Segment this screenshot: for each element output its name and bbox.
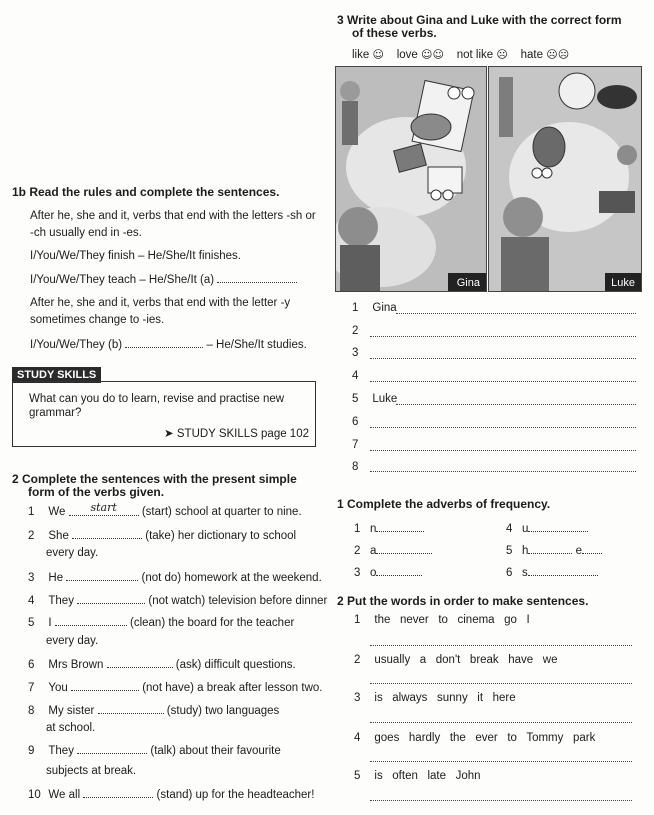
gina-scene-image (336, 67, 486, 291)
study-skills-tag: STUDY SKILLS (12, 367, 101, 383)
ex2-title-line2: form of the verbs given. (28, 485, 165, 499)
ex1b-title: 1b Read the rules and complete the sentences. (12, 185, 280, 199)
study-skills-question-1: What can you do to learn, revise and practise new (29, 393, 285, 405)
adverb-answer-5b[interactable] (582, 543, 602, 554)
handwritten-answer: start (90, 501, 117, 514)
ex2-item-6: 6 Mrs Brown (ask) difficult questions. (28, 659, 296, 671)
ex2-answer-3[interactable] (66, 570, 138, 581)
ex1b-example2: I/You/We/They teach – He/She/It (a) (30, 272, 297, 287)
ex3-line-5: 5 Luke (352, 393, 398, 405)
ex2-item-1: 1 We start (start) school at quarter to nine. (28, 501, 302, 518)
adverb-answer-6[interactable] (528, 565, 598, 576)
ex1b-rule2-b: sometimes change to -ies. (30, 314, 165, 326)
ex3-answer-line-4[interactable] (370, 381, 636, 382)
ex3-lines (352, 301, 637, 471)
ex1b-example3: I/You/We/They (b) – He/She/It studies. (30, 339, 307, 351)
order-title: 2 Put the words in order to make sentences. (337, 594, 589, 608)
ex2-answer-1[interactable] (69, 501, 139, 516)
verb-love: love ☺☺ (396, 48, 444, 61)
ex2-item-8: 8 My sister (study) two languages (28, 705, 280, 717)
order-answer-line-4[interactable] (370, 761, 632, 762)
verb-like: like ☺ (352, 48, 384, 61)
ex3-title-line2: of these verbs. (352, 26, 437, 40)
adverb-2: 2 a (354, 543, 432, 558)
verb-key (352, 48, 569, 62)
ex3-answer-line-5[interactable] (396, 404, 636, 405)
ex2-item-4: 4 They (not watch) television before dinner (28, 595, 328, 607)
ex2-answer-5[interactable] (55, 615, 127, 626)
order-answer-line-1[interactable] (370, 645, 632, 646)
adverb-4: 4 u (506, 521, 588, 536)
adverb-answer-4[interactable] (528, 521, 588, 532)
adverb-answer-2[interactable] (376, 543, 432, 554)
order-item-5: 5 is often late John (354, 770, 481, 782)
ex2-item-9-cont: subjects at break. (46, 765, 137, 777)
study-skills-box (12, 381, 316, 447)
ex3-line-8: 8 (352, 461, 359, 473)
ex1b-answer-a[interactable] (217, 272, 297, 283)
ex2-item-9: 9 They (talk) about their favourite (28, 745, 281, 757)
study-skills-page-link[interactable]: ➤ STUDY SKILLS page 102 (164, 428, 309, 440)
ex3-answer-line-1[interactable] (396, 313, 636, 314)
order-item-1: 1 the never to cinema go I (354, 614, 530, 626)
adverb-answer-5a[interactable] (528, 543, 572, 554)
luke-illustration (488, 66, 642, 292)
adverb-1: 1 n (354, 521, 424, 536)
ex3-answer-line-8[interactable] (370, 471, 636, 472)
adverb-3: 3 o (354, 565, 422, 580)
verb-hate: hate ☹☹ (520, 48, 570, 61)
ex1b-rule2-a: After he, she and it, verbs that end with the letter -y (30, 297, 291, 309)
ex1b-example1: I/You/We/They finish – He/She/It finishes. (30, 250, 241, 262)
ex2-item-10: 10 We all (stand) up for the headteacher! (28, 789, 315, 801)
ex3-title-line1: 3 Write about Gina and Luke with the correct form (337, 13, 622, 27)
order-item-2: 2 usually a don't break have we (354, 654, 558, 666)
ex3-line-1: 1 Gina (352, 302, 397, 314)
verb-not-like: not like ☹ (456, 48, 508, 61)
ex2-item-8-cont: at school. (46, 722, 96, 734)
order-item-4: 4 goes hardly the ever to Tommy park (354, 732, 596, 744)
ex2-item-7: 7 You (not have) a break after lesson two. (28, 682, 323, 694)
adverb-5: 5 h e (506, 543, 602, 558)
ex3-line-2: 2 (352, 325, 359, 337)
ex2-answer-6[interactable] (107, 657, 173, 668)
order-answer-line-2[interactable] (370, 683, 632, 684)
ex1b-answer-b[interactable] (125, 337, 203, 348)
adverb-6: 6 s (506, 565, 598, 580)
ex2-answer-7[interactable] (71, 680, 139, 691)
ex3-line-6: 6 (352, 416, 359, 428)
ex3-line-3: 3 (352, 347, 359, 359)
ex2-answer-2[interactable] (72, 528, 142, 539)
ex3-answer-line-7[interactable] (370, 450, 636, 451)
adverb-answer-3[interactable] (376, 565, 422, 576)
ex2-title-line1: 2 Complete the sentences with the present simple (12, 472, 297, 486)
gina-illustration (335, 66, 487, 292)
ex3-answer-line-2[interactable] (370, 336, 636, 337)
gina-label: Gina (456, 277, 480, 289)
ex1b-rule1-b: -ch usually end in -es. (30, 227, 142, 239)
ex2-item-2: 2 She (take) her dictionary to school (28, 530, 297, 542)
ex2-answer-9[interactable] (77, 743, 147, 754)
ex2-item-2-cont: every day. (46, 547, 99, 559)
double-smile-icon: ☺☺ (421, 48, 444, 61)
adverbs-title: 1 Complete the adverbs of frequency. (337, 497, 551, 511)
adverb-answer-1[interactable] (376, 521, 424, 532)
order-item-3: 3 is always sunny it here (354, 692, 516, 704)
ex3-line-7: 7 (352, 439, 359, 451)
order-answer-line-3[interactable] (370, 722, 632, 723)
ex2-item-3: 3 He (not do) homework at the weekend. (28, 572, 322, 584)
luke-label: Luke (611, 277, 635, 289)
ex2-answer-10[interactable] (83, 787, 153, 798)
ex1b-rule1-a: After he, she and it, verbs that end with the letters -sh or (30, 210, 316, 222)
ex3-line-4: 4 (352, 370, 359, 382)
ex3-answer-line-6[interactable] (370, 427, 636, 428)
double-frown-icon: ☹☹ (546, 48, 570, 61)
luke-scene-image (489, 67, 641, 291)
ex2-answer-4[interactable] (77, 593, 145, 604)
study-skills-question-2: grammar? (29, 407, 82, 419)
order-answer-line-5[interactable] (370, 800, 632, 801)
ex3-answer-line-3[interactable] (370, 358, 636, 359)
smile-icon: ☺ (372, 48, 384, 61)
frown-icon: ☹ (496, 48, 508, 61)
ex2-item-5: 5 I (clean) the board for the teacher (28, 617, 295, 629)
ex2-item-5-cont: every day. (46, 635, 99, 647)
ex2-answer-8[interactable] (98, 703, 164, 714)
